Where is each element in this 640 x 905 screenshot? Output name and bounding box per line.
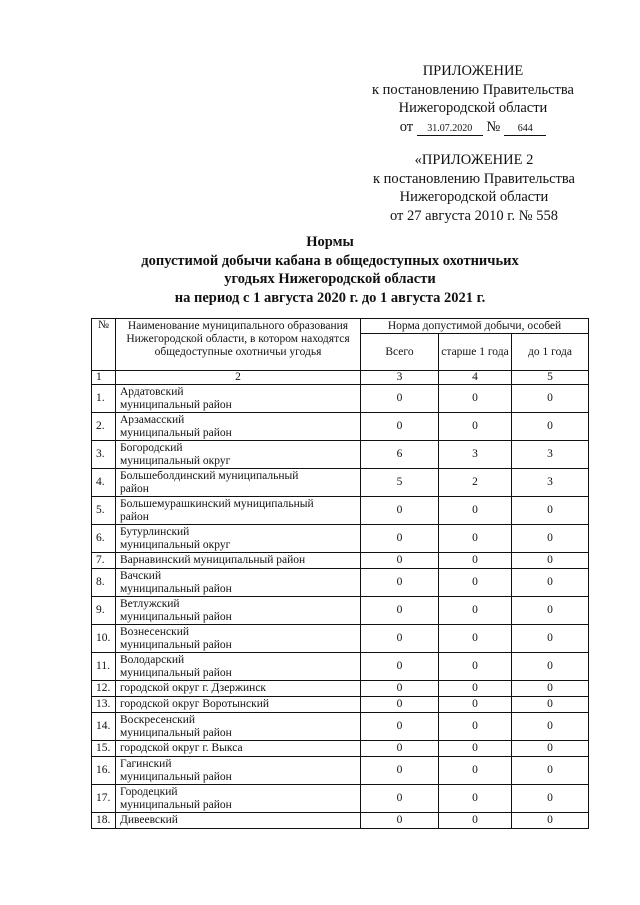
- table-row: [92, 497, 589, 525]
- value-total: 0: [361, 697, 439, 713]
- value-under: 0: [512, 713, 589, 741]
- row-number: 2.: [92, 413, 116, 441]
- municipality-name: [116, 741, 361, 757]
- table-row: [92, 697, 589, 713]
- municipality-name-line-2: муниципальный район: [120, 798, 232, 811]
- value-total: 0: [361, 713, 439, 741]
- table-row: [92, 653, 589, 681]
- table-row: [92, 625, 589, 653]
- municipality-name-line-2: муниципальный округ: [120, 454, 231, 467]
- row-number: 8.: [92, 569, 116, 597]
- column-index: 1: [92, 371, 116, 385]
- municipality-name: [116, 441, 361, 469]
- row-number: 18.: [92, 813, 116, 829]
- column-index: 2: [116, 371, 361, 385]
- municipality-name-line-2: муниципальный район: [120, 582, 232, 595]
- decree-number: 644: [504, 123, 546, 136]
- value-under: 0: [512, 597, 589, 625]
- value-under: 3: [512, 469, 589, 497]
- title-line-2: допустимой добычи кабана в общедоступных охотничьих: [141, 252, 519, 269]
- municipality-name-line-2: муниципальный район: [120, 726, 232, 739]
- column-index-row: [92, 371, 589, 385]
- table-row: [92, 713, 589, 741]
- value-under: 0: [512, 681, 589, 697]
- value-under: 0: [512, 569, 589, 597]
- value-total: 0: [361, 413, 439, 441]
- value-under: 0: [512, 413, 589, 441]
- municipality-name-line-1: Ардатовский: [120, 385, 184, 398]
- value-under: 0: [512, 653, 589, 681]
- value-older: 0: [439, 553, 512, 569]
- appendix-header: [358, 62, 588, 136]
- municipality-name-line-2: муниципальный район: [120, 398, 232, 411]
- value-older: 0: [439, 697, 512, 713]
- municipality-name: [116, 713, 361, 741]
- municipality-name: [116, 497, 361, 525]
- appendix2-line-3: Нижегородской области: [399, 189, 549, 205]
- appendix2-line-2: к постановлению Правительства: [373, 170, 575, 187]
- title-line-4: на период с 1 августа 2020 г. до 1 августа 2021 г.: [174, 289, 486, 306]
- value-under: 0: [512, 385, 589, 413]
- value-total: 0: [361, 681, 439, 697]
- municipality-name-line-1: Володарский: [120, 653, 185, 666]
- municipality-name-line-1: городской округ Воротынский: [120, 698, 270, 710]
- municipality-name-line-2: муниципальный район: [120, 426, 232, 439]
- value-under: 0: [512, 785, 589, 813]
- municipality-name: [116, 697, 361, 713]
- appendix-line-3: Нижегородской области: [398, 100, 548, 116]
- value-older: 0: [439, 597, 512, 625]
- municipality-name-line-1: Богородский: [120, 441, 183, 454]
- municipality-name: [116, 813, 361, 829]
- row-number: 14.: [92, 713, 116, 741]
- municipality-name-line-2: район: [120, 510, 149, 523]
- appendix-line-2: к постановлению Правительства: [372, 81, 574, 98]
- appendix2-header: [362, 151, 586, 225]
- column-index: 3: [361, 371, 439, 385]
- value-total: 6: [361, 441, 439, 469]
- municipality-name-line-1: Вознесенский: [120, 625, 190, 638]
- municipality-name: [116, 553, 361, 569]
- appendix2-title: «ПРИЛОЖЕНИЕ 2: [414, 152, 534, 168]
- value-older: 2: [439, 469, 512, 497]
- column-index: 5: [512, 371, 589, 385]
- column-index: 4: [439, 371, 512, 385]
- value-older: 0: [439, 741, 512, 757]
- date-prefix: от: [399, 118, 414, 135]
- row-number: 13.: [92, 697, 116, 713]
- municipality-name: [116, 469, 361, 497]
- municipality-name: [116, 653, 361, 681]
- table-row: [92, 813, 589, 829]
- row-number: 15.: [92, 741, 116, 757]
- decree-date: 31.07.2020: [417, 123, 483, 136]
- municipality-name-line-1: городской округ г. Дзержинск: [120, 682, 267, 694]
- norms-table: [91, 318, 589, 829]
- municipality-name: [116, 597, 361, 625]
- municipality-name-line-1: Ветлужский: [120, 597, 180, 610]
- title-line-1: Нормы: [306, 234, 354, 250]
- row-number: 7.: [92, 553, 116, 569]
- value-older: 0: [439, 785, 512, 813]
- municipality-name-line-1: Бутурлинский: [120, 525, 190, 538]
- municipality-name-line-1: Большеболдинский муниципальный: [120, 469, 299, 482]
- value-total: 0: [361, 553, 439, 569]
- row-number: 3.: [92, 441, 116, 469]
- table-row: [92, 757, 589, 785]
- municipality-name-line-1: Гагинский: [120, 757, 172, 770]
- value-older: 0: [439, 497, 512, 525]
- municipality-name-line-2: муниципальный район: [120, 610, 232, 623]
- municipality-name: [116, 525, 361, 553]
- value-under: 0: [512, 757, 589, 785]
- municipality-name-line-2: муниципальный округ: [120, 538, 231, 551]
- value-total: 0: [361, 597, 439, 625]
- municipality-name: [116, 757, 361, 785]
- value-total: 0: [361, 757, 439, 785]
- table-row: [92, 525, 589, 553]
- municipality-name-line-1: Дивеевский: [120, 814, 178, 826]
- table-row: [92, 681, 589, 697]
- value-older: 0: [439, 625, 512, 653]
- header-municipality: Наименование муниципального образования Нижегородской области, в котором находятся общедоступные охотничьи угодья: [116, 319, 361, 371]
- row-number: 9.: [92, 597, 116, 625]
- municipality-name-line-1: Воскресенский: [120, 713, 196, 726]
- municipality-name: [116, 785, 361, 813]
- table-body: [92, 385, 589, 829]
- value-older: 0: [439, 813, 512, 829]
- table-row: [92, 469, 589, 497]
- value-total: 0: [361, 385, 439, 413]
- appendix-date-line: [358, 118, 588, 137]
- row-number: 1.: [92, 385, 116, 413]
- row-number: 6.: [92, 525, 116, 553]
- municipality-name-line-1: Большемурашкинский муниципальный: [120, 497, 314, 510]
- value-total: 0: [361, 625, 439, 653]
- table-row: [92, 441, 589, 469]
- value-under: 0: [512, 553, 589, 569]
- header-number: №: [92, 319, 116, 371]
- value-older: 3: [439, 441, 512, 469]
- municipality-name: [116, 385, 361, 413]
- table-row: [92, 597, 589, 625]
- value-older: 0: [439, 757, 512, 785]
- appendix-title: ПРИЛОЖЕНИЕ: [422, 63, 524, 79]
- value-total: 0: [361, 785, 439, 813]
- value-total: 0: [361, 525, 439, 553]
- municipality-name-line-1: Городецкий: [120, 785, 178, 798]
- appendix2-line-4: от 27 августа 2010 г. № 558: [389, 207, 559, 224]
- table-row: [92, 385, 589, 413]
- municipality-name-line-1: Вачский: [120, 569, 162, 582]
- row-number: 12.: [92, 681, 116, 697]
- header-older: старше 1 года: [439, 334, 512, 371]
- value-under: 3: [512, 441, 589, 469]
- municipality-name-line-1: Варнавинский муниципальный район: [120, 554, 306, 566]
- value-total: 0: [361, 653, 439, 681]
- row-number: 5.: [92, 497, 116, 525]
- value-total: 0: [361, 741, 439, 757]
- municipality-name-line-2: муниципальный район: [120, 770, 232, 783]
- row-number: 4.: [92, 469, 116, 497]
- table-row: [92, 785, 589, 813]
- table-row: [92, 553, 589, 569]
- municipality-name: [116, 569, 361, 597]
- value-total: 0: [361, 569, 439, 597]
- municipality-name-line-2: муниципальный район: [120, 638, 232, 651]
- document-title: [60, 233, 600, 307]
- value-under: 0: [512, 625, 589, 653]
- value-older: 0: [439, 653, 512, 681]
- row-number: 16.: [92, 757, 116, 785]
- value-older: 0: [439, 569, 512, 597]
- number-prefix: №: [486, 118, 501, 135]
- value-under: 0: [512, 813, 589, 829]
- row-number: 10.: [92, 625, 116, 653]
- value-total: 0: [361, 497, 439, 525]
- municipality-name-line-1: городской округ г. Выкса: [120, 742, 243, 754]
- value-older: 0: [439, 385, 512, 413]
- value-older: 0: [439, 413, 512, 441]
- municipality-name-line-2: муниципальный район: [120, 666, 232, 679]
- value-under: 0: [512, 741, 589, 757]
- table-header-row: [92, 319, 589, 334]
- municipality-name-line-1: Арзамасский: [120, 413, 185, 426]
- municipality-name: [116, 681, 361, 697]
- header-total: Всего: [361, 334, 439, 371]
- value-under: 0: [512, 697, 589, 713]
- municipality-name: [116, 625, 361, 653]
- value-older: 0: [439, 681, 512, 697]
- value-under: 0: [512, 497, 589, 525]
- header-norm: Норма допустимой добычи, особей: [361, 319, 589, 334]
- row-number: 17.: [92, 785, 116, 813]
- value-older: 0: [439, 525, 512, 553]
- header-under: до 1 года: [512, 334, 589, 371]
- table-row: [92, 413, 589, 441]
- title-line-3: угодьях Нижегородской области: [224, 271, 436, 287]
- value-total: 0: [361, 813, 439, 829]
- municipality-name: [116, 413, 361, 441]
- value-total: 5: [361, 469, 439, 497]
- table-row: [92, 569, 589, 597]
- value-older: 0: [439, 713, 512, 741]
- municipality-name-line-2: район: [120, 482, 149, 495]
- table-row: [92, 741, 589, 757]
- value-under: 0: [512, 525, 589, 553]
- row-number: 11.: [92, 653, 116, 681]
